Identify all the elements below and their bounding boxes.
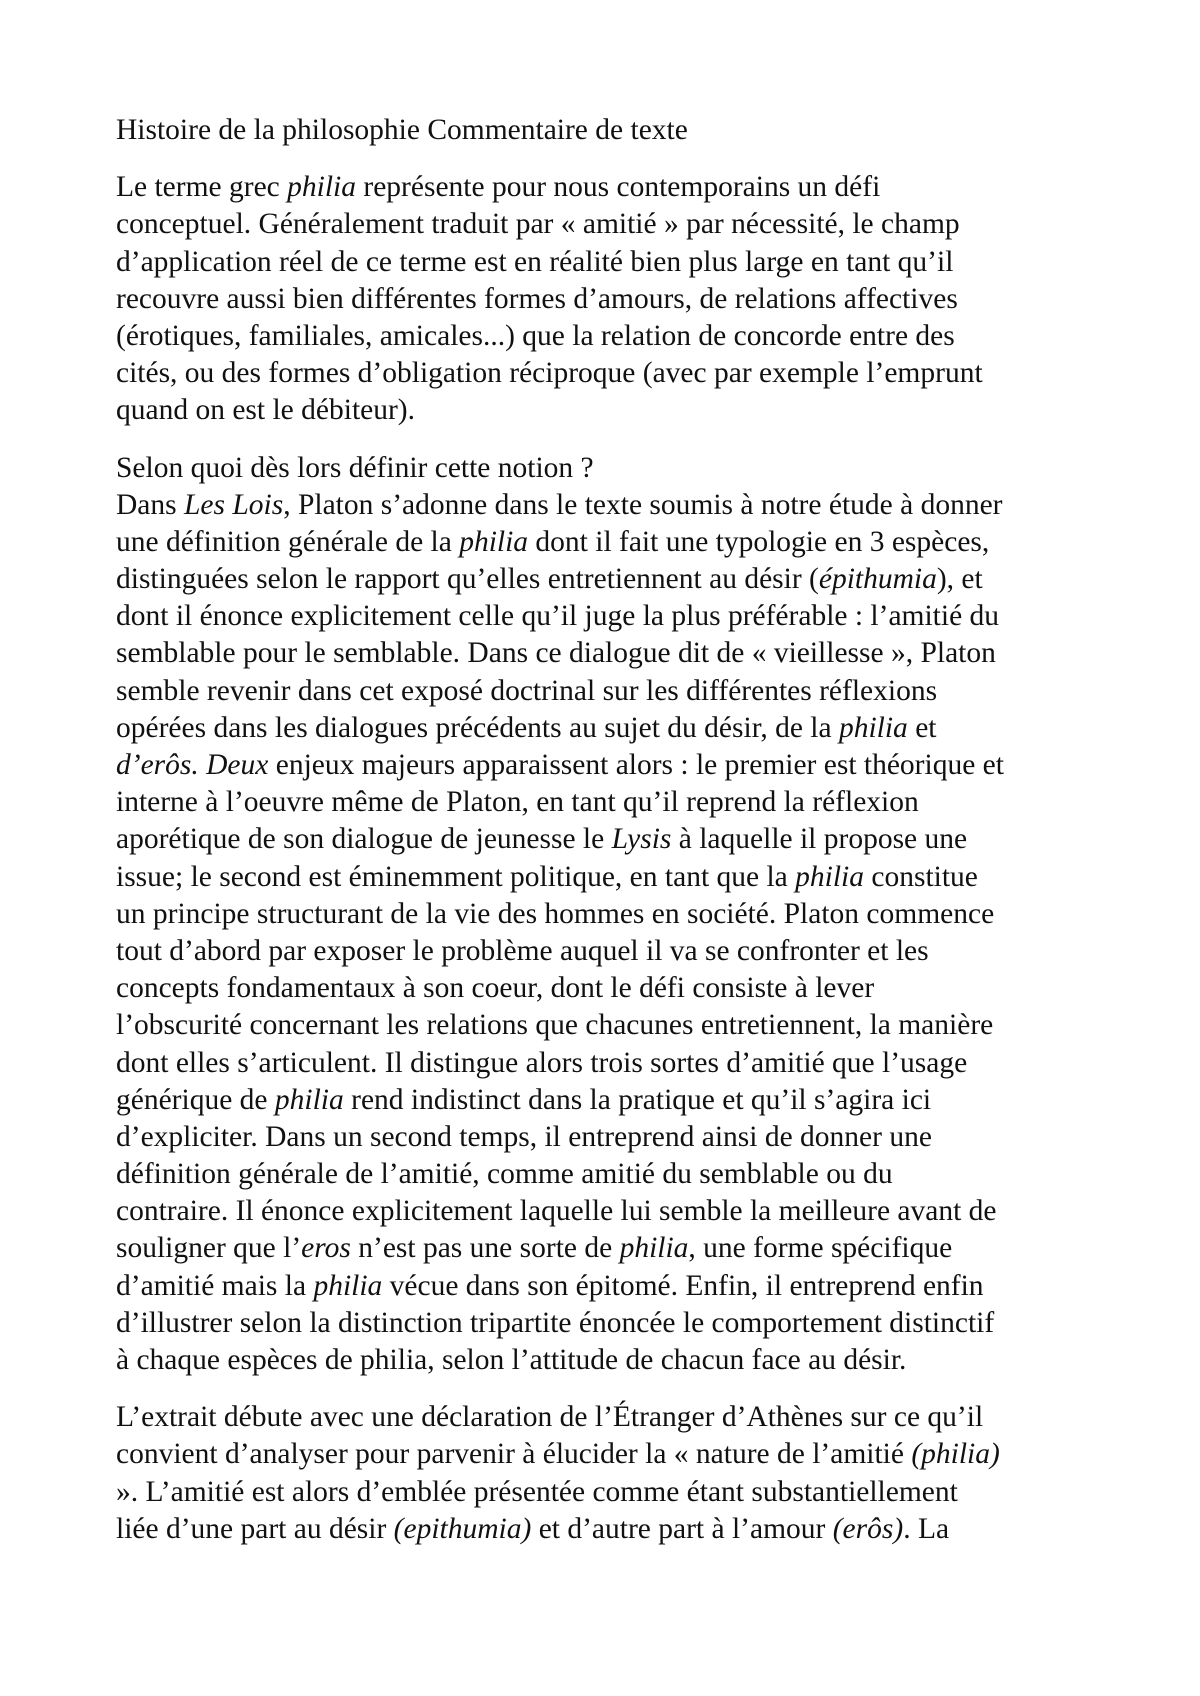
text-line bbox=[116, 859, 1116, 896]
text-line bbox=[116, 281, 1116, 318]
text-run: conceptuel. Généralement traduit par « amitié » par nécessité, le champ bbox=[116, 208, 960, 241]
italic-term: (philia) bbox=[911, 1438, 1000, 1471]
text-line bbox=[116, 1474, 1116, 1511]
text-run: semblable pour le semblable. Dans ce dialogue dit de « vieillesse », Platon bbox=[116, 637, 996, 670]
text-run: ». L’amitié est alors d’emblée présentée comme étant substantiellement bbox=[116, 1475, 958, 1508]
text-line bbox=[116, 1119, 1116, 1156]
italic-term: philia bbox=[287, 171, 356, 204]
text-run: définition générale de l’amitié, comme amitié du semblable ou du bbox=[116, 1158, 893, 1191]
text-run: recouvre aussi bien différentes formes d’amours, de relations affectives bbox=[116, 282, 958, 315]
text-run: d’illustrer selon la distinction tripartite énoncée le comportement distinctif bbox=[116, 1306, 995, 1339]
text-run: semble revenir dans cet exposé doctrinal sur les différentes réflexions bbox=[116, 674, 938, 707]
text-line bbox=[116, 1305, 1116, 1342]
text-line bbox=[116, 1156, 1116, 1193]
text-run: convient d’analyser pour parvenir à élucider la « nature de l’amitié bbox=[116, 1438, 912, 1471]
text-line bbox=[116, 1511, 1116, 1548]
text-run: distinguées selon le rapport qu’elles entretiennent au désir ( bbox=[116, 563, 819, 596]
text-line bbox=[116, 673, 1116, 710]
text-line bbox=[116, 1193, 1116, 1230]
italic-term: épithumia bbox=[818, 563, 937, 596]
text-run: d’expliciter. Dans un second temps, il entreprend ainsi de donner une bbox=[116, 1120, 932, 1153]
text-line bbox=[116, 450, 1116, 487]
text-line bbox=[116, 970, 1116, 1007]
text-line bbox=[116, 244, 1116, 281]
text-line bbox=[116, 355, 1116, 392]
text-line bbox=[116, 1268, 1116, 1305]
text-run: générique de bbox=[116, 1083, 275, 1116]
text-run: tout d’abord par exposer le problème auquel il va se confronter et les bbox=[116, 934, 929, 967]
text-run: représente pour nous contemporains un défi bbox=[356, 171, 881, 204]
paragraph-analysis bbox=[116, 1399, 1116, 1548]
text-run: n’est pas une sorte de bbox=[350, 1232, 620, 1265]
text-run: d’amitié mais la bbox=[116, 1269, 314, 1302]
italic-term: eros bbox=[301, 1232, 351, 1265]
italic-term: (erôs) bbox=[832, 1512, 904, 1545]
text-line bbox=[116, 784, 1116, 821]
italic-term: d’erôs. Deux bbox=[116, 749, 269, 781]
paragraph-gap bbox=[116, 149, 1116, 169]
text-line bbox=[116, 1007, 1116, 1044]
italic-term: philia bbox=[838, 711, 908, 744]
text-line bbox=[116, 318, 1116, 355]
text-run: aporétique de son dialogue de jeunesse le bbox=[116, 823, 612, 856]
text-run: interne à l’oeuvre même de Platon, en tant qu’il reprend la réflexion bbox=[116, 786, 919, 819]
text-run: . La bbox=[903, 1512, 950, 1545]
text-run: opérées dans les dialogues précédents au sujet du désir, de la bbox=[116, 711, 839, 744]
text-run: , Platon s’adonne dans le texte soumis à notre étude à donner bbox=[283, 488, 1003, 521]
text-run: issue; le second est éminemment politique, en tant que la bbox=[116, 860, 796, 893]
text-run: (érotiques, familiales, amicales...) que la relation de concorde entre des bbox=[116, 319, 955, 352]
text-line bbox=[116, 206, 1116, 243]
text-run: à laquelle il propose une bbox=[671, 823, 968, 856]
italic-term: philia bbox=[274, 1083, 344, 1116]
italic-term: philia bbox=[619, 1232, 689, 1265]
text-run: et bbox=[907, 711, 937, 744]
text-line bbox=[116, 821, 1116, 858]
text-run: et d’autre part à l’amour bbox=[531, 1512, 833, 1545]
italic-term: philia bbox=[795, 860, 864, 893]
italic-term: Lysis bbox=[611, 823, 672, 856]
text-run: d’application réel de ce terme est en réalité bien plus large en tant qu’il bbox=[116, 245, 954, 278]
text-run: concepts fondamentaux à son coeur, dont le défi consiste à lever bbox=[116, 972, 875, 1005]
text-run: ), et bbox=[936, 563, 983, 596]
text-run: liée d’une part au désir bbox=[116, 1512, 394, 1545]
text-run: enjeux majeurs apparaissent alors : le premier est théorique et bbox=[268, 749, 1004, 781]
text-line bbox=[116, 747, 1116, 784]
italic-term: Les Lois bbox=[184, 488, 284, 521]
text-line bbox=[116, 169, 1116, 206]
text-run: quand on est le débiteur). bbox=[116, 394, 416, 427]
text-run: l’obscurité concernant les relations que chacunes entretiennent, la manière bbox=[116, 1009, 994, 1042]
text-run: Dans bbox=[116, 488, 185, 521]
text-run: constitue bbox=[864, 860, 978, 893]
text-run: dont il fait une typologie en 3 espèces, bbox=[528, 525, 990, 558]
text-run: rend indistinct dans la pratique et qu’il s’agira ici bbox=[343, 1083, 932, 1116]
text-run: L’extrait débute avec une déclaration de l’Étranger d’Athènes sur ce qu’il bbox=[116, 1401, 984, 1434]
text-run: dont elles s’articulent. Il distingue alors trois sortes d’amitié que l’usage bbox=[116, 1046, 968, 1079]
paragraph-intro bbox=[116, 169, 1116, 429]
text-run: souligner que l’ bbox=[116, 1232, 302, 1265]
text-run: contraire. Il énonce explicitement laquelle lui semble la meilleure avant de bbox=[116, 1195, 997, 1228]
text-line bbox=[116, 1045, 1116, 1082]
text-run: à chaque espèces de philia, selon l’attitude de chacun face au désir. bbox=[116, 1344, 907, 1376]
paragraph-gap bbox=[116, 1379, 1116, 1399]
text-run: Selon quoi dès lors définir cette notion ? bbox=[116, 451, 594, 484]
text-run: Le terme grec bbox=[116, 171, 288, 204]
text-line bbox=[116, 561, 1116, 598]
text-line bbox=[116, 1436, 1116, 1473]
document-body bbox=[116, 112, 1116, 1548]
text-line bbox=[116, 524, 1116, 561]
text-run: dont il énonce explicitement celle qu’il juge la plus préférable : l’amitié du bbox=[116, 600, 1000, 633]
paragraph-gap bbox=[116, 430, 1116, 450]
italic-term: philia bbox=[313, 1269, 383, 1302]
text-line bbox=[116, 487, 1116, 524]
text-line bbox=[116, 635, 1116, 672]
text-line bbox=[116, 1082, 1116, 1119]
text-run: une définition générale de la bbox=[116, 525, 460, 558]
italic-term: philia bbox=[459, 525, 529, 558]
text-line bbox=[116, 1399, 1116, 1436]
text-run: vécue dans son épitomé. Enfin, il entreprend enfin bbox=[382, 1269, 984, 1302]
paragraph-presentation bbox=[116, 450, 1116, 1380]
italic-term: (epithumia) bbox=[393, 1512, 532, 1545]
text-run: , une forme spécifique bbox=[688, 1232, 953, 1265]
document-title: Histoire de la philosophie Commentaire de texte bbox=[116, 114, 688, 146]
text-line bbox=[116, 896, 1116, 933]
text-line bbox=[116, 710, 1116, 747]
text-line bbox=[116, 933, 1116, 970]
text-line bbox=[116, 1230, 1116, 1267]
text-line bbox=[116, 392, 1116, 429]
text-run: un principe structurant de la vie des hommes en société. Platon commence bbox=[116, 897, 995, 930]
text-run: cités, ou des formes d’obligation réciproque (avec par exemple l’emprunt bbox=[116, 357, 983, 390]
text-line bbox=[116, 598, 1116, 635]
text-line bbox=[116, 1342, 1116, 1379]
